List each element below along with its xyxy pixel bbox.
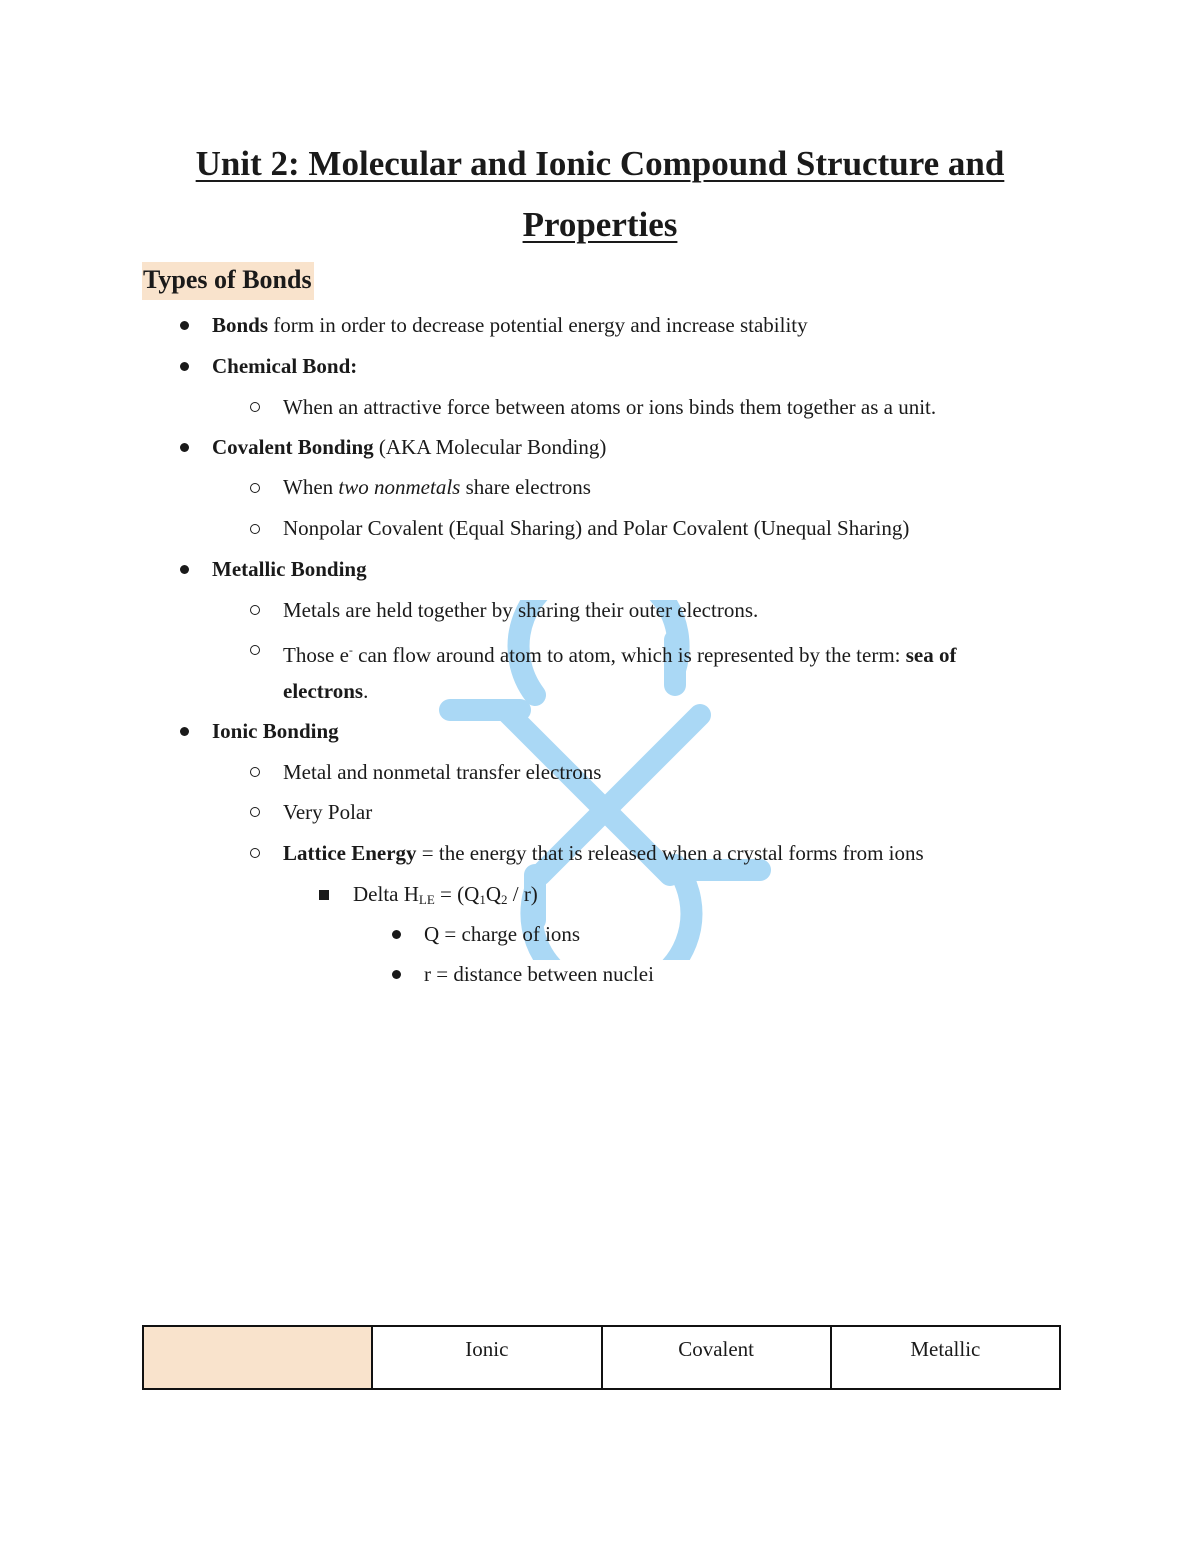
bullet-circle xyxy=(250,767,260,777)
list-item-metallic xyxy=(212,555,367,583)
list-item-ionic xyxy=(212,717,339,745)
bullet-dot xyxy=(180,565,189,574)
bullet-circle xyxy=(250,524,260,534)
electron-superscript: - xyxy=(348,643,353,657)
covalent-aka: (AKA Molecular Bonding) xyxy=(373,435,607,459)
q-definition: Q = charge of ions xyxy=(424,922,581,946)
metallic-point-1: Metals are held together by sharing their outer electrons. xyxy=(283,598,759,622)
metallic-point-2-cont xyxy=(283,677,368,705)
term-electrons: electrons xyxy=(283,679,364,703)
term-ionic-bonding: Ionic Bonding xyxy=(212,719,339,743)
table-row xyxy=(143,1326,1060,1389)
covalent-when-emphasis: two nonmetals xyxy=(338,475,461,499)
metallic-point-2 xyxy=(283,636,957,669)
metallic-2-post: can flow around atom to atom, which is represented by the term: xyxy=(352,643,906,667)
term-bonds: Bonds xyxy=(212,313,269,337)
table-header-metallic: Metallic xyxy=(831,1326,1060,1389)
q2-subscript: 2 xyxy=(500,892,508,907)
list-item-chemical-bond xyxy=(212,352,357,380)
delta-eq: = (Q xyxy=(434,882,480,906)
bullet-circle xyxy=(250,402,260,412)
bullet-dot xyxy=(392,970,401,979)
bonds-text: form in order to decrease potential energy and increase stability xyxy=(268,313,808,337)
bullet-dot xyxy=(180,362,189,371)
r-definition: r = distance between nuclei xyxy=(424,962,654,986)
term-covalent-bonding: Covalent Bonding xyxy=(212,435,374,459)
bullet-circle xyxy=(250,848,260,858)
q1-subscript: 1 xyxy=(479,892,486,907)
table-header-covalent: Covalent xyxy=(602,1326,831,1389)
list-item-bonds xyxy=(212,311,808,339)
bullet-circle xyxy=(250,483,260,493)
lattice-energy xyxy=(283,839,924,867)
chemical-bond-definition: When an attractive force between atoms or ions binds them together as a unit. xyxy=(283,395,937,419)
bullet-circle xyxy=(250,605,260,615)
list-item-covalent xyxy=(212,433,606,461)
document-title-line-1: Unit 2: Molecular and Ionic Compound Structure and xyxy=(195,144,1005,183)
bullet-circle xyxy=(250,645,260,655)
bullet-circle xyxy=(250,807,260,817)
document-title-line-2: Properties xyxy=(522,205,678,244)
lattice-definition: = the energy that is released when a crystal forms from ions xyxy=(416,841,924,865)
bullet-dot xyxy=(180,727,189,736)
delta-formula xyxy=(353,880,538,914)
ionic-point-2: Very Polar xyxy=(283,800,373,824)
table-header-ionic: Ionic xyxy=(372,1326,601,1389)
bullet-dot xyxy=(392,930,401,939)
covalent-when-post: share electrons xyxy=(460,475,591,499)
term-lattice-energy: Lattice Energy xyxy=(283,841,417,865)
bullet-dot xyxy=(180,443,189,452)
term-metallic-bonding: Metallic Bonding xyxy=(212,557,367,581)
metallic-2-end: . xyxy=(363,679,369,703)
delta-pre: Delta H xyxy=(353,882,419,906)
bond-comparison-table xyxy=(142,1325,1061,1390)
delta-q: Q xyxy=(485,882,501,906)
delta-end: / r) xyxy=(507,882,538,906)
ionic-point-1: Metal and nonmetal transfer electrons xyxy=(283,760,602,784)
bullet-dot xyxy=(180,321,189,330)
metallic-2-pre: Those e xyxy=(283,643,349,667)
covalent-types: Nonpolar Covalent (Equal Sharing) and Polar Covalent (Unequal Sharing) xyxy=(283,516,910,540)
section-heading: Types of Bonds xyxy=(142,262,314,300)
covalent-when xyxy=(283,473,591,501)
term-sea-of: sea of xyxy=(905,643,957,667)
delta-subscript: LE xyxy=(418,892,435,907)
covalent-when-pre: When xyxy=(283,475,339,499)
bullet-square xyxy=(319,890,329,900)
term-chemical-bond: Chemical Bond: xyxy=(212,354,358,378)
table-header-blank xyxy=(143,1326,372,1389)
